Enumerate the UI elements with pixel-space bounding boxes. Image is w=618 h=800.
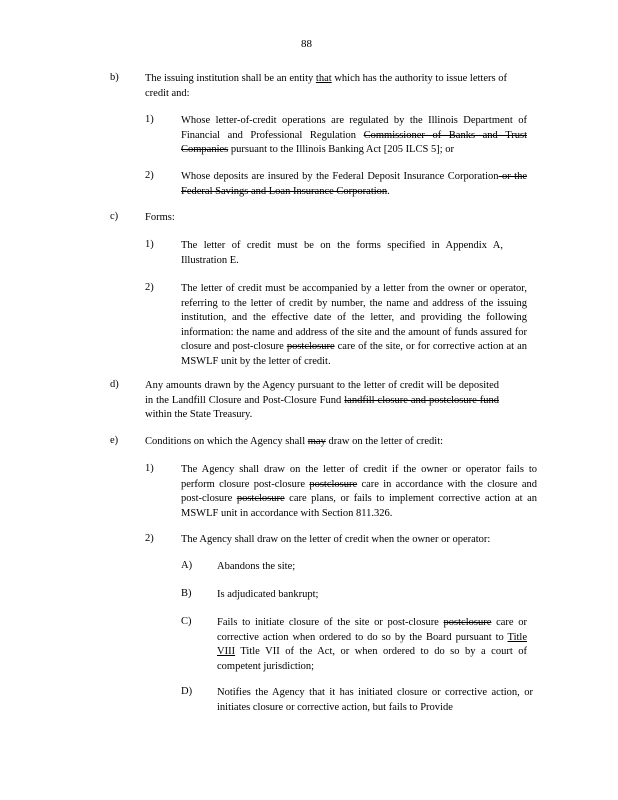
text: draw on the letter of credit: (325, 436, 444, 447)
item-label-b1: 1) (145, 114, 154, 125)
text: Title VII of the Act, or when ordered to do so by a court of competent jurisdiction; (217, 646, 527, 672)
deleted-text: Commissioner of Banks and Trust Companies (181, 129, 527, 155)
text: pursuant to the Illinois Banking Act [205 ILCS 5]; or (228, 144, 454, 155)
paragraph-e2d: Notifies the Agency that it has initiated closure or corrective action, or initiates closure or corrective action, but fails to Provide (217, 687, 533, 713)
paragraph-b2 (181, 170, 527, 199)
item-label-e2: 2) (145, 533, 154, 544)
heading-forms: Forms: (145, 212, 175, 223)
text: care plans, or fails to implement corrective action at an MSWLF unit in accordance with Section 811.326. (181, 493, 537, 519)
page-number: 88 (301, 38, 312, 50)
inserted-text: that (315, 73, 332, 84)
paragraph-e2a: Abandons the site; (217, 561, 296, 572)
text: care in accordance with the closure and post-closure (181, 478, 537, 504)
item-label-b: b) (110, 72, 119, 83)
item-label-c2: 2) (145, 282, 154, 293)
paragraph-e2: The Agency shall draw on the letter of credit when the owner or operator: (181, 534, 491, 545)
text: The Agency shall draw on the letter of credit if the owner or operator fails to perform closure post-closure (181, 464, 537, 490)
paragraph-b1 (181, 114, 527, 158)
text: Conditions on which the Agency shall (145, 436, 308, 447)
paragraph-c1: The letter of credit must be on the forms specified in Appendix A, Illustration E. (181, 240, 503, 266)
item-label-c1: 1) (145, 239, 154, 250)
paragraph-e2b: Is adjudicated bankrupt; (217, 589, 319, 600)
paragraph-c2 (181, 282, 527, 369)
text: The issuing institution shall be an entity (145, 73, 316, 84)
item-label-d: d) (110, 379, 119, 390)
paragraph-e (145, 435, 545, 450)
paragraph-d (145, 379, 499, 423)
item-label-c: c) (110, 211, 119, 222)
deleted-text: postclosure (286, 341, 335, 352)
item-label-e2b: B) (181, 588, 192, 599)
deleted-text: postclosure (443, 617, 492, 628)
item-label-e2a: A) (181, 560, 193, 571)
text: Whose deposits are insured by the Federal Deposit Insurance Corporation (181, 171, 499, 182)
text: which has the authority to issue letters of credit and: (145, 73, 507, 99)
item-label-e2d: D) (181, 686, 193, 697)
item-label-e2c: C) (181, 616, 192, 627)
deleted-text: or the Federal Savings and Loan Insurance Corporation (181, 171, 527, 197)
item-label-b2: 2) (145, 170, 154, 181)
paragraph-e1 (181, 463, 537, 521)
text: Whose letter-of-credit operations are regulated by the Illinois Department of Financial and Professional Regulation (181, 115, 527, 141)
text: care or corrective action when ordered to do so by the Board pursuant to (217, 617, 527, 643)
text: . (387, 185, 390, 197)
paragraph-b (145, 72, 507, 101)
item-label-e1: 1) (145, 463, 154, 474)
paragraph-e2c (217, 616, 527, 674)
text: Any amounts drawn by the Agency pursuant to the letter of credit will be deposited in the Landfill Closure and Post-Closure Fund (145, 380, 499, 406)
deleted-text: may (307, 436, 326, 447)
text: The letter of credit must be accompanied by a letter from the owner or operator, referring to the letter of credit by number, the name and address of the issuing institution, and the effective date of the letter, and providing the following information: the name and address of the site and the amount of funds assured for closure and post-closure (181, 283, 527, 352)
deleted-text: postclosure (309, 478, 358, 490)
deleted-text: landfill closure and postclosure fund (344, 394, 499, 406)
text: within the State Treasury. (145, 409, 253, 420)
text: Fails to initiate closure of the site or post-closure (217, 617, 444, 628)
item-label-e: e) (110, 435, 119, 446)
deleted-text: postclosure (236, 493, 285, 504)
inserted-text: Title VIII (217, 631, 527, 657)
text: care of the site, or for corrective action at an MSWLF unit by the letter of credit. (181, 341, 527, 367)
